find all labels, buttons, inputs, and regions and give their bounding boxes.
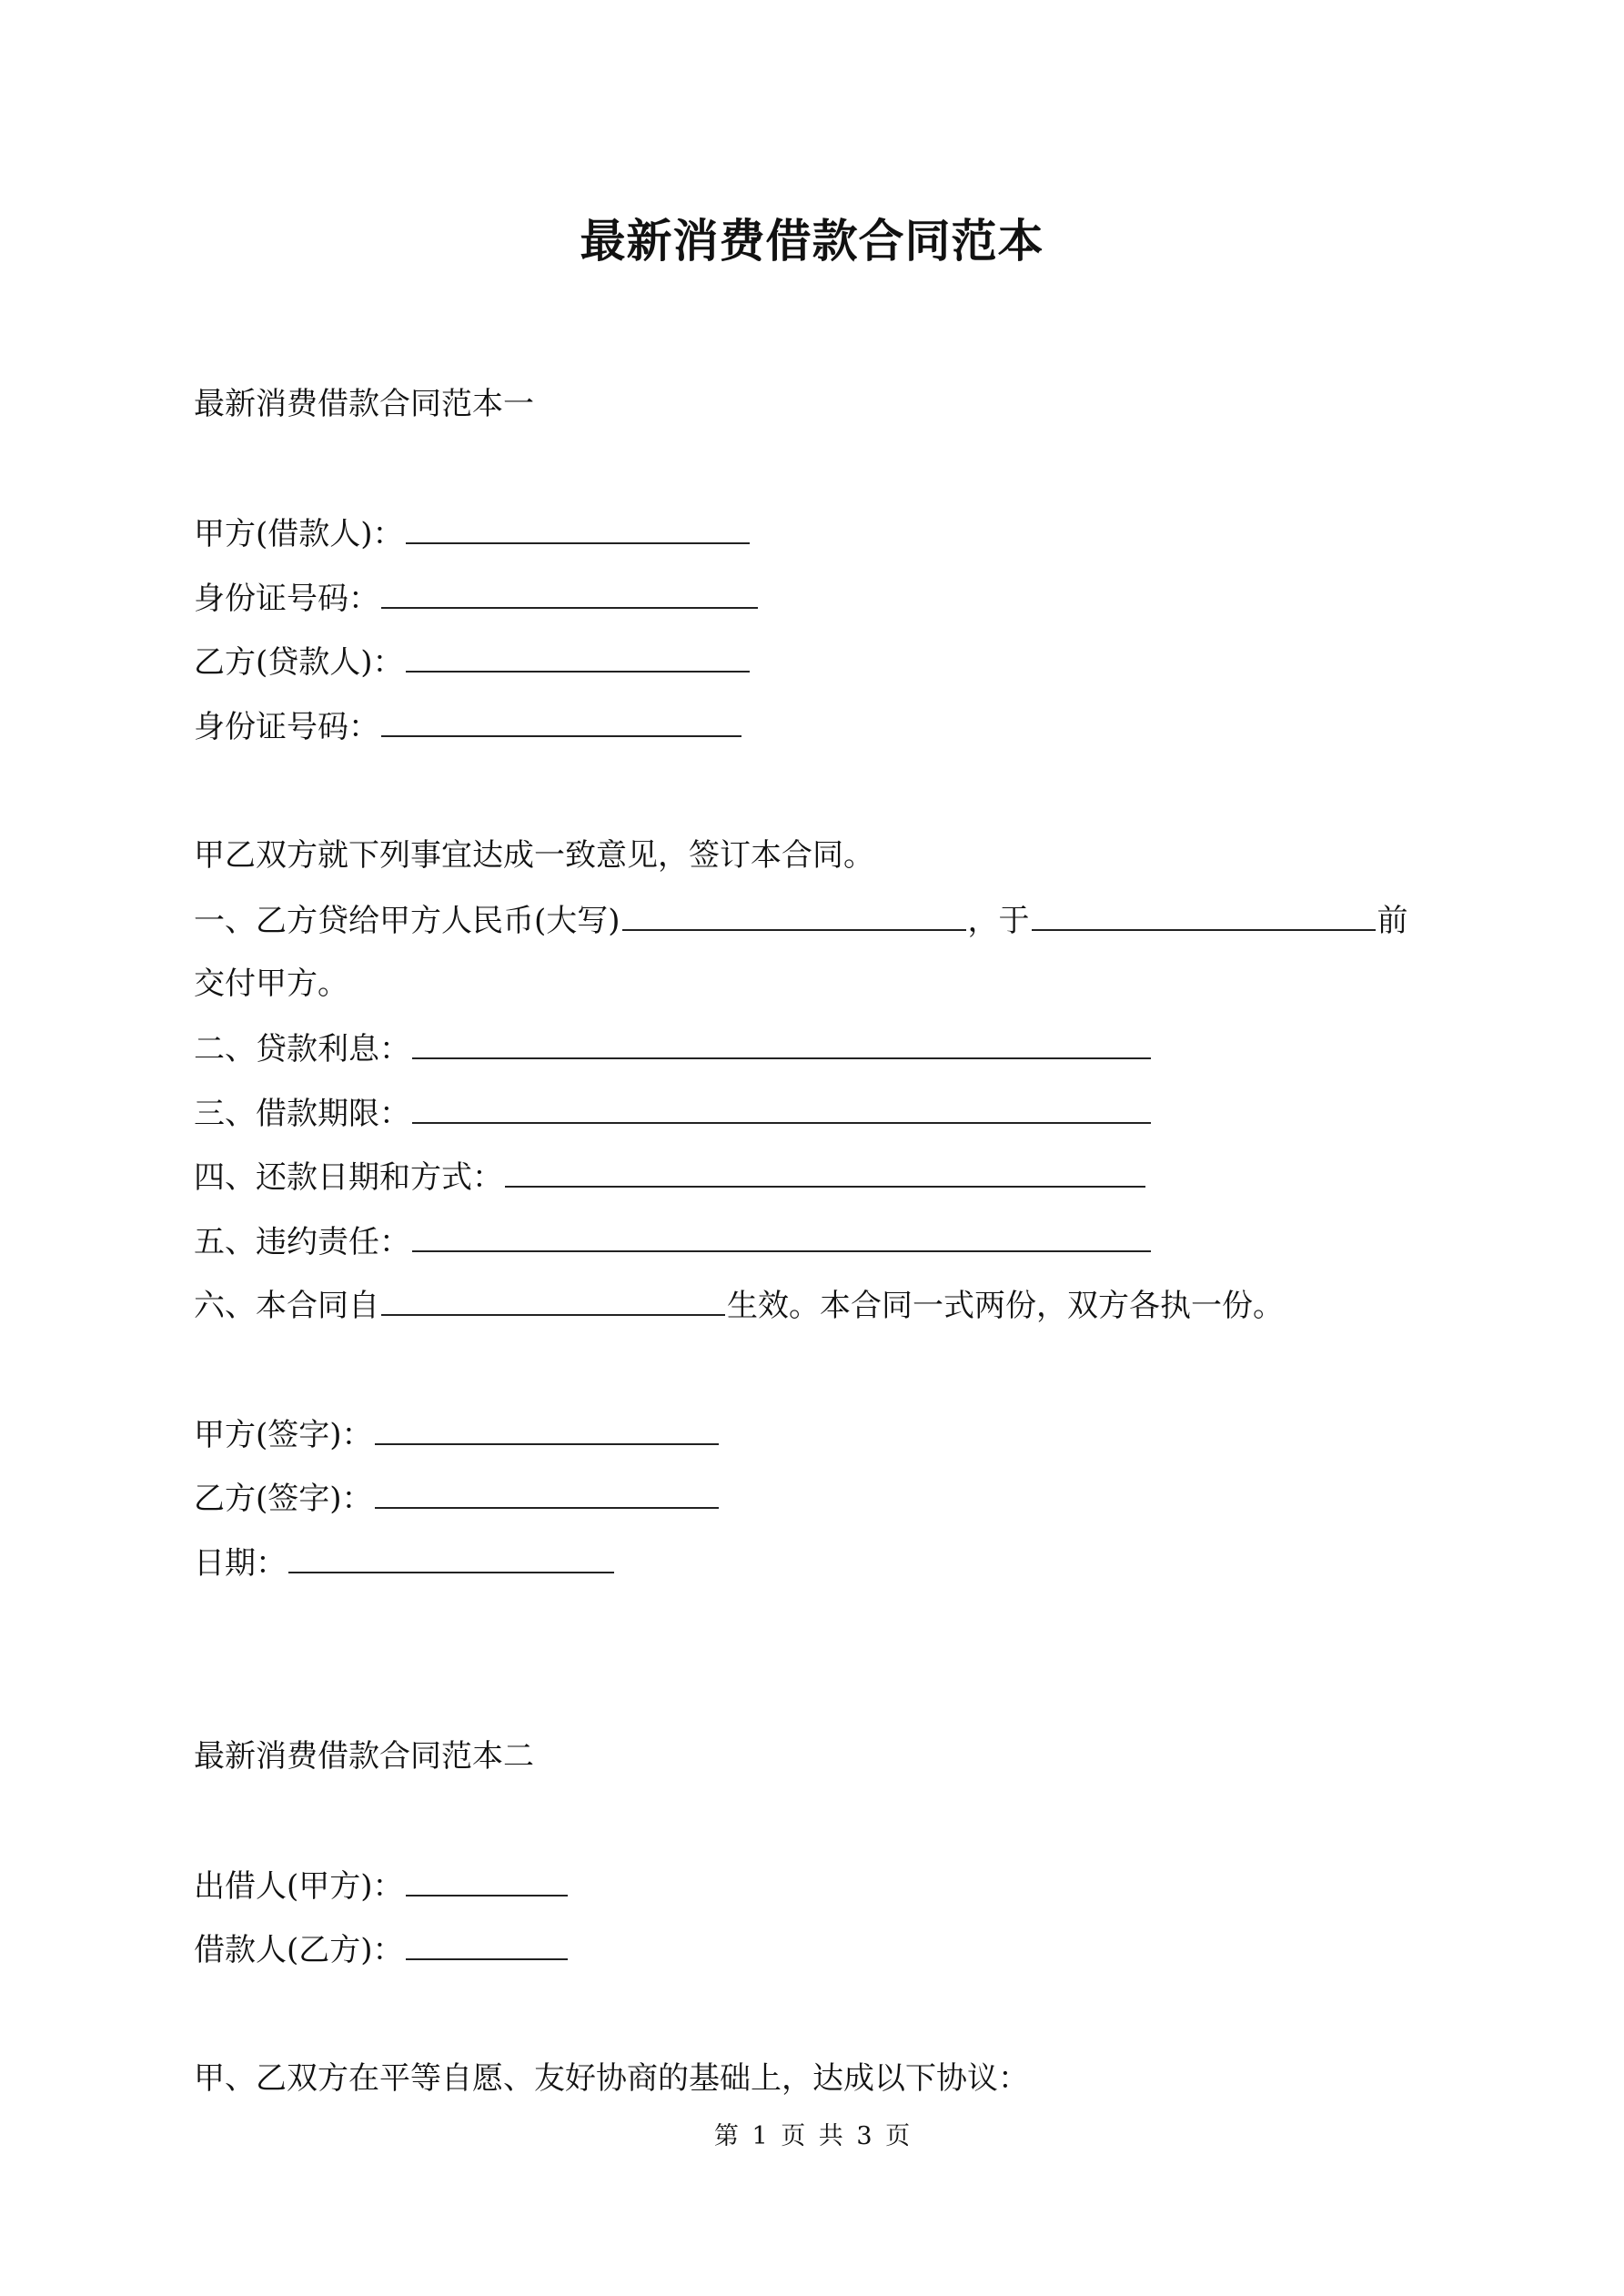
date-label: 日期： bbox=[194, 1545, 287, 1582]
id-label-2: 身份证号码： bbox=[194, 709, 379, 745]
clause-1-line bbox=[194, 898, 1408, 943]
section1-heading: 最新消费借款合同范本一 bbox=[194, 386, 534, 422]
sign-a-blank bbox=[375, 1412, 719, 1445]
clause-1-continuation: 交付甲方。 bbox=[194, 966, 348, 1002]
party-a-label: 甲方(借款人)： bbox=[194, 516, 404, 552]
id-number-blank-1 bbox=[381, 576, 758, 609]
date-blank bbox=[288, 1541, 614, 1573]
section2-heading: 最新消费借款合同范本二 bbox=[194, 1738, 534, 1775]
sign-a-label: 甲方(签字)： bbox=[194, 1417, 373, 1453]
clause-4-label: 四、还款日期和方式： bbox=[194, 1159, 503, 1196]
clause-1-part2: ，于 bbox=[967, 903, 1030, 939]
lender-blank bbox=[406, 1864, 568, 1896]
clause-3-label: 三、借款期限： bbox=[194, 1096, 410, 1132]
party-b-label: 乙方(贷款人)： bbox=[194, 644, 404, 681]
agreement-intro-2: 甲、乙双方在平等自愿、友好协商的基础上，达成以下协议： bbox=[194, 2060, 1029, 2097]
borrower-line bbox=[194, 1927, 570, 1972]
party-b-line bbox=[194, 640, 751, 684]
sign-a-line bbox=[194, 1412, 721, 1457]
lender-label: 出借人(甲方)： bbox=[194, 1868, 404, 1905]
id-label-1: 身份证号码： bbox=[194, 581, 379, 617]
sign-b-blank bbox=[375, 1476, 719, 1509]
clause-2-line bbox=[194, 1027, 1153, 1071]
id-number-line-2 bbox=[194, 704, 743, 749]
borrower-label: 借款人(乙方)： bbox=[194, 1932, 404, 1968]
clause-5-blank bbox=[412, 1219, 1151, 1252]
clause-1-date-blank bbox=[1032, 898, 1376, 931]
clause-2-blank bbox=[412, 1027, 1151, 1059]
borrower-blank bbox=[406, 1927, 568, 1960]
id-number-blank-2 bbox=[381, 704, 741, 737]
clause-5-label: 五、违约责任： bbox=[194, 1224, 410, 1260]
page-footer: 第 1 页 共 3 页 bbox=[713, 2122, 911, 2150]
sign-b-label: 乙方(签字)： bbox=[194, 1481, 373, 1517]
clause-6-part1: 六、本合同自 bbox=[194, 1288, 379, 1324]
clause-1-part3: 前 bbox=[1377, 903, 1408, 939]
agreement-intro-1: 甲乙双方就下列事宜达成一致意见，签订本合同。 bbox=[194, 837, 874, 874]
party-b-blank bbox=[406, 640, 750, 673]
document-title: 最新消费借款合同范本 bbox=[580, 215, 1044, 268]
date-line bbox=[194, 1541, 616, 1585]
clause-6-line bbox=[194, 1283, 1284, 1328]
party-a-line bbox=[194, 511, 751, 556]
clause-1-part1: 一、乙方贷给甲方人民币(大写) bbox=[194, 903, 620, 939]
clause-4-line bbox=[194, 1155, 1147, 1199]
clause-4-blank bbox=[505, 1155, 1145, 1188]
clause-6-blank bbox=[381, 1283, 725, 1316]
party-a-blank bbox=[406, 511, 750, 544]
clause-1-amount-blank bbox=[622, 898, 966, 931]
sign-b-line bbox=[194, 1476, 721, 1521]
clause-6-part2: 生效。本合同一式两份，双方各执一份。 bbox=[727, 1288, 1284, 1324]
clause-5-line bbox=[194, 1219, 1153, 1264]
clause-3-blank bbox=[412, 1091, 1151, 1124]
clause-2-label: 二、贷款利息： bbox=[194, 1031, 410, 1067]
lender-line bbox=[194, 1864, 570, 1908]
clause-3-line bbox=[194, 1091, 1153, 1136]
id-number-line-1 bbox=[194, 576, 760, 621]
